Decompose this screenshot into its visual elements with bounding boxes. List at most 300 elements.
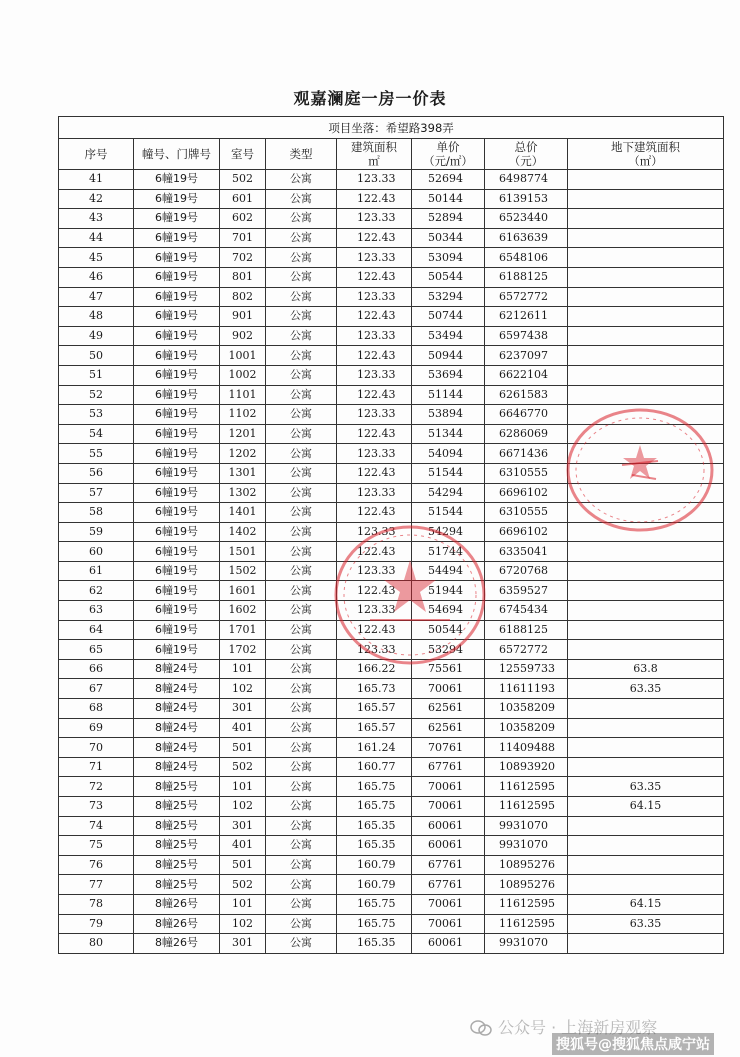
cell-area: 123.33: [337, 483, 412, 503]
table-row: [59, 640, 724, 660]
table-row: [59, 267, 724, 287]
cell-room: 1201: [220, 424, 266, 444]
cell-room: 1601: [220, 581, 266, 601]
cell-basement-area: [568, 542, 724, 562]
cell-unit-price: 53094: [412, 248, 485, 268]
cell-total-price: 10893920: [485, 757, 568, 777]
cell-type: 公寓: [266, 365, 337, 385]
cell-room: 301: [220, 699, 266, 719]
cell-unit-price: 52894: [412, 209, 485, 229]
cell-room: 501: [220, 855, 266, 875]
cell-room: 1301: [220, 463, 266, 483]
cell-total-price: 10895276: [485, 855, 568, 875]
cell-unit-price: 70061: [412, 679, 485, 699]
cell-basement-area: [568, 757, 724, 777]
table-row: [59, 365, 724, 385]
cell-no: 72: [59, 777, 134, 797]
header-unit-price: 单价 （元/㎡）: [412, 139, 485, 170]
cell-total-price: 6261583: [485, 385, 568, 405]
cell-room: 1102: [220, 405, 266, 425]
cell-room: 701: [220, 228, 266, 248]
cell-area: 122.43: [337, 228, 412, 248]
cell-total-price: 6139153: [485, 189, 568, 209]
header-area: 建筑面积 ㎡: [337, 139, 412, 170]
cell-basement-area: 64.15: [568, 894, 724, 914]
cell-room: 1101: [220, 385, 266, 405]
cell-unit-price: 50544: [412, 267, 485, 287]
table-row: [59, 503, 724, 523]
cell-basement-area: [568, 718, 724, 738]
cell-type: 公寓: [266, 444, 337, 464]
header-no: 序号: [59, 139, 134, 170]
cell-area: 165.57: [337, 699, 412, 719]
cell-type: 公寓: [266, 522, 337, 542]
cell-room: 902: [220, 326, 266, 346]
cell-total-price: 6745434: [485, 601, 568, 621]
cell-area: 165.35: [337, 836, 412, 856]
cell-total-price: 11409488: [485, 738, 568, 758]
table-row: [59, 326, 724, 346]
cell-room: 1501: [220, 542, 266, 562]
cell-basement-area: [568, 699, 724, 719]
cell-type: 公寓: [266, 934, 337, 954]
cell-unit-price: 53494: [412, 326, 485, 346]
cell-building: 6幢19号: [134, 424, 220, 444]
table-row: [59, 424, 724, 444]
cell-building: 8幢24号: [134, 659, 220, 679]
table-row: [59, 542, 724, 562]
cell-type: 公寓: [266, 777, 337, 797]
cell-unit-price: 50744: [412, 307, 485, 327]
table-row: [59, 405, 724, 425]
cell-total-price: 6572772: [485, 640, 568, 660]
table-row: [59, 777, 724, 797]
cell-no: 65: [59, 640, 134, 660]
cell-type: 公寓: [266, 816, 337, 836]
cell-area: 160.77: [337, 757, 412, 777]
price-table: [58, 116, 724, 954]
cell-building: 8幢24号: [134, 718, 220, 738]
cell-room: 502: [220, 875, 266, 895]
cell-type: 公寓: [266, 267, 337, 287]
table-row: [59, 816, 724, 836]
cell-type: 公寓: [266, 307, 337, 327]
cell-no: 70: [59, 738, 134, 758]
cell-basement-area: [568, 620, 724, 640]
cell-total-price: 10895276: [485, 875, 568, 895]
cell-type: 公寓: [266, 385, 337, 405]
cell-basement-area: [568, 307, 724, 327]
cell-room: 502: [220, 170, 266, 190]
cell-area: 123.33: [337, 170, 412, 190]
cell-building: 6幢19号: [134, 561, 220, 581]
header-basement-area: 地下建筑面积 （㎡）: [568, 139, 724, 170]
cell-total-price: 6498774: [485, 170, 568, 190]
cell-area: 122.43: [337, 424, 412, 444]
cell-type: 公寓: [266, 228, 337, 248]
cell-basement-area: [568, 228, 724, 248]
cell-area: 165.57: [337, 718, 412, 738]
cell-no: 74: [59, 816, 134, 836]
cell-building: 6幢19号: [134, 522, 220, 542]
cell-no: 63: [59, 601, 134, 621]
cell-total-price: 6359527: [485, 581, 568, 601]
cell-no: 69: [59, 718, 134, 738]
cell-no: 50: [59, 346, 134, 366]
cell-no: 71: [59, 757, 134, 777]
cell-unit-price: 60061: [412, 934, 485, 954]
cell-type: 公寓: [266, 561, 337, 581]
cell-unit-price: 51544: [412, 463, 485, 483]
cell-unit-price: 51944: [412, 581, 485, 601]
cell-no: 64: [59, 620, 134, 640]
cell-room: 301: [220, 934, 266, 954]
cell-basement-area: [568, 738, 724, 758]
cell-area: 122.43: [337, 189, 412, 209]
cell-no: 68: [59, 699, 134, 719]
table-row: [59, 307, 724, 327]
cell-building: 6幢19号: [134, 581, 220, 601]
cell-unit-price: 54294: [412, 483, 485, 503]
cell-building: 6幢19号: [134, 542, 220, 562]
cell-room: 502: [220, 757, 266, 777]
cell-room: 501: [220, 738, 266, 758]
cell-building: 8幢26号: [134, 934, 220, 954]
table-row: [59, 444, 724, 464]
cell-no: 78: [59, 894, 134, 914]
cell-unit-price: 54494: [412, 561, 485, 581]
cell-total-price: 6335041: [485, 542, 568, 562]
cell-unit-price: 51144: [412, 385, 485, 405]
cell-unit-price: 54694: [412, 601, 485, 621]
cell-no: 49: [59, 326, 134, 346]
cell-area: 123.33: [337, 405, 412, 425]
cell-room: 1602: [220, 601, 266, 621]
cell-basement-area: [568, 346, 724, 366]
cell-area: 165.75: [337, 797, 412, 817]
cell-room: 1502: [220, 561, 266, 581]
cell-basement-area: [568, 934, 724, 954]
table-row: [59, 189, 724, 209]
wechat-icon: [470, 1020, 492, 1036]
cell-no: 80: [59, 934, 134, 954]
cell-no: 56: [59, 463, 134, 483]
cell-unit-price: 51744: [412, 542, 485, 562]
cell-area: 123.33: [337, 522, 412, 542]
cell-building: 6幢19号: [134, 385, 220, 405]
cell-area: 165.35: [337, 816, 412, 836]
cell-area: 122.43: [337, 267, 412, 287]
cell-building: 8幢25号: [134, 777, 220, 797]
cell-total-price: 11612595: [485, 797, 568, 817]
cell-room: 1702: [220, 640, 266, 660]
cell-type: 公寓: [266, 503, 337, 523]
cell-total-price: 6646770: [485, 405, 568, 425]
cell-no: 66: [59, 659, 134, 679]
table-row: [59, 699, 724, 719]
cell-building: 8幢25号: [134, 836, 220, 856]
cell-unit-price: 52694: [412, 170, 485, 190]
cell-unit-price: 50544: [412, 620, 485, 640]
header-room: 室号: [220, 139, 266, 170]
cell-area: 123.33: [337, 444, 412, 464]
cell-total-price: 10358209: [485, 699, 568, 719]
cell-basement-area: [568, 248, 724, 268]
cell-area: 122.43: [337, 463, 412, 483]
header-building: 幢号、门牌号: [134, 139, 220, 170]
cell-building: 8幢24号: [134, 757, 220, 777]
cell-building: 6幢19号: [134, 209, 220, 229]
cell-building: 6幢19号: [134, 444, 220, 464]
cell-building: 6幢19号: [134, 405, 220, 425]
cell-unit-price: 60061: [412, 816, 485, 836]
cell-unit-price: 62561: [412, 718, 485, 738]
cell-room: 101: [220, 777, 266, 797]
cell-unit-price: 51544: [412, 503, 485, 523]
cell-area: 122.43: [337, 581, 412, 601]
cell-unit-price: 54294: [412, 522, 485, 542]
cell-basement-area: [568, 561, 724, 581]
cell-no: 54: [59, 424, 134, 444]
cell-type: 公寓: [266, 209, 337, 229]
cell-no: 55: [59, 444, 134, 464]
table-row: [59, 522, 724, 542]
cell-building: 6幢19号: [134, 326, 220, 346]
cell-total-price: 11612595: [485, 914, 568, 934]
cell-room: 101: [220, 894, 266, 914]
cell-building: 8幢25号: [134, 816, 220, 836]
table-row: [59, 875, 724, 895]
cell-type: 公寓: [266, 659, 337, 679]
cell-building: 6幢19号: [134, 640, 220, 660]
cell-building: 8幢25号: [134, 855, 220, 875]
cell-no: 62: [59, 581, 134, 601]
page-title: 观嘉澜庭一房一价表: [293, 89, 447, 108]
cell-type: 公寓: [266, 894, 337, 914]
cell-room: 102: [220, 797, 266, 817]
cell-room: 1701: [220, 620, 266, 640]
cell-area: 122.43: [337, 307, 412, 327]
cell-area: 123.33: [337, 640, 412, 660]
cell-type: 公寓: [266, 914, 337, 934]
cell-basement-area: [568, 189, 724, 209]
cell-room: 102: [220, 914, 266, 934]
table-row: [59, 914, 724, 934]
cell-area: 123.33: [337, 326, 412, 346]
cell-type: 公寓: [266, 601, 337, 621]
cell-total-price: 6212611: [485, 307, 568, 327]
cell-no: 58: [59, 503, 134, 523]
cell-unit-price: 53294: [412, 640, 485, 660]
cell-building: 8幢24号: [134, 679, 220, 699]
header-total-price: 总价 （元）: [485, 139, 568, 170]
cell-total-price: 6696102: [485, 522, 568, 542]
cell-total-price: 12559733: [485, 659, 568, 679]
cell-basement-area: 63.8: [568, 659, 724, 679]
cell-no: 41: [59, 170, 134, 190]
cell-unit-price: 53894: [412, 405, 485, 425]
cell-basement-area: [568, 463, 724, 483]
table-row: [59, 738, 724, 758]
location-row: [59, 117, 724, 139]
cell-total-price: 6622104: [485, 365, 568, 385]
cell-area: 123.33: [337, 287, 412, 307]
cell-no: 51: [59, 365, 134, 385]
cell-area: 123.33: [337, 601, 412, 621]
cell-room: 702: [220, 248, 266, 268]
cell-room: 102: [220, 679, 266, 699]
cell-no: 48: [59, 307, 134, 327]
cell-area: 161.24: [337, 738, 412, 758]
cell-basement-area: 63.35: [568, 777, 724, 797]
cell-type: 公寓: [266, 326, 337, 346]
table-row: [59, 385, 724, 405]
cell-building: 6幢19号: [134, 483, 220, 503]
cell-basement-area: [568, 385, 724, 405]
cell-type: 公寓: [266, 170, 337, 190]
cell-unit-price: 70061: [412, 797, 485, 817]
cell-type: 公寓: [266, 620, 337, 640]
cell-building: 6幢19号: [134, 228, 220, 248]
source-tag: 搜狐号@搜狐焦点咸宁站: [552, 1033, 714, 1055]
cell-area: 165.75: [337, 914, 412, 934]
cell-type: 公寓: [266, 542, 337, 562]
cell-building: 8幢25号: [134, 875, 220, 895]
cell-basement-area: [568, 170, 724, 190]
cell-total-price: 6597438: [485, 326, 568, 346]
table-row: [59, 679, 724, 699]
header-type: 类型: [266, 139, 337, 170]
cell-basement-area: [568, 483, 724, 503]
cell-unit-price: 67761: [412, 855, 485, 875]
cell-total-price: 6548106: [485, 248, 568, 268]
cell-building: 6幢19号: [134, 620, 220, 640]
cell-basement-area: [568, 424, 724, 444]
cell-basement-area: [568, 855, 724, 875]
cell-type: 公寓: [266, 405, 337, 425]
cell-no: 46: [59, 267, 134, 287]
table-row: [59, 228, 724, 248]
cell-unit-price: 50144: [412, 189, 485, 209]
cell-no: 60: [59, 542, 134, 562]
table-row: [59, 894, 724, 914]
cell-type: 公寓: [266, 287, 337, 307]
cell-type: 公寓: [266, 581, 337, 601]
cell-type: 公寓: [266, 875, 337, 895]
cell-unit-price: 53294: [412, 287, 485, 307]
cell-area: 123.33: [337, 248, 412, 268]
cell-type: 公寓: [266, 424, 337, 444]
cell-unit-price: 70061: [412, 777, 485, 797]
cell-area: 122.43: [337, 385, 412, 405]
cell-total-price: 6720768: [485, 561, 568, 581]
cell-unit-price: 60061: [412, 836, 485, 856]
cell-unit-price: 67761: [412, 757, 485, 777]
table-row: [59, 659, 724, 679]
cell-total-price: 6696102: [485, 483, 568, 503]
cell-building: 6幢19号: [134, 365, 220, 385]
table-row: [59, 287, 724, 307]
cell-area: 165.75: [337, 777, 412, 797]
cell-type: 公寓: [266, 757, 337, 777]
cell-unit-price: 54094: [412, 444, 485, 464]
cell-basement-area: [568, 267, 724, 287]
cell-room: 901: [220, 307, 266, 327]
cell-room: 1202: [220, 444, 266, 464]
cell-area: 122.43: [337, 346, 412, 366]
table-row: [59, 209, 724, 229]
cell-basement-area: [568, 581, 724, 601]
cell-basement-area: [568, 503, 724, 523]
cell-building: 6幢19号: [134, 503, 220, 523]
cell-room: 1402: [220, 522, 266, 542]
cell-unit-price: 70061: [412, 894, 485, 914]
cell-no: 43: [59, 209, 134, 229]
cell-total-price: 6523440: [485, 209, 568, 229]
cell-building: 6幢19号: [134, 170, 220, 190]
cell-type: 公寓: [266, 346, 337, 366]
cell-unit-price: 50344: [412, 228, 485, 248]
cell-total-price: 6188125: [485, 267, 568, 287]
cell-basement-area: [568, 875, 724, 895]
cell-building: 8幢24号: [134, 738, 220, 758]
cell-no: 57: [59, 483, 134, 503]
cell-room: 1302: [220, 483, 266, 503]
cell-basement-area: [568, 444, 724, 464]
cell-building: 6幢19号: [134, 189, 220, 209]
cell-total-price: 11611193: [485, 679, 568, 699]
cell-room: 1002: [220, 365, 266, 385]
cell-building: 8幢25号: [134, 797, 220, 817]
cell-building: 6幢19号: [134, 463, 220, 483]
cell-type: 公寓: [266, 463, 337, 483]
cell-room: 802: [220, 287, 266, 307]
cell-no: 76: [59, 855, 134, 875]
cell-type: 公寓: [266, 248, 337, 268]
cell-total-price: 11612595: [485, 894, 568, 914]
table-row: [59, 463, 724, 483]
cell-type: 公寓: [266, 679, 337, 699]
watermark: 公众号 · 上海新房观察: [470, 1015, 657, 1038]
cell-room: 401: [220, 718, 266, 738]
cell-area: 122.43: [337, 503, 412, 523]
cell-basement-area: [568, 601, 724, 621]
table-row: [59, 346, 724, 366]
cell-type: 公寓: [266, 855, 337, 875]
cell-unit-price: 67761: [412, 875, 485, 895]
cell-area: 160.79: [337, 875, 412, 895]
table-row: [59, 757, 724, 777]
cell-no: 47: [59, 287, 134, 307]
cell-basement-area: 63.35: [568, 679, 724, 699]
cell-total-price: 6310555: [485, 503, 568, 523]
cell-building: 8幢26号: [134, 914, 220, 934]
cell-total-price: 9931070: [485, 836, 568, 856]
cell-type: 公寓: [266, 483, 337, 503]
cell-unit-price: 50944: [412, 346, 485, 366]
cell-unit-price: 75561: [412, 659, 485, 679]
cell-total-price: 9931070: [485, 816, 568, 836]
cell-no: 45: [59, 248, 134, 268]
cell-no: 44: [59, 228, 134, 248]
cell-basement-area: [568, 640, 724, 660]
cell-building: 6幢19号: [134, 346, 220, 366]
cell-building: 6幢19号: [134, 287, 220, 307]
cell-total-price: 6286069: [485, 424, 568, 444]
table-row: [59, 836, 724, 856]
cell-basement-area: 63.35: [568, 914, 724, 934]
cell-area: 123.33: [337, 365, 412, 385]
